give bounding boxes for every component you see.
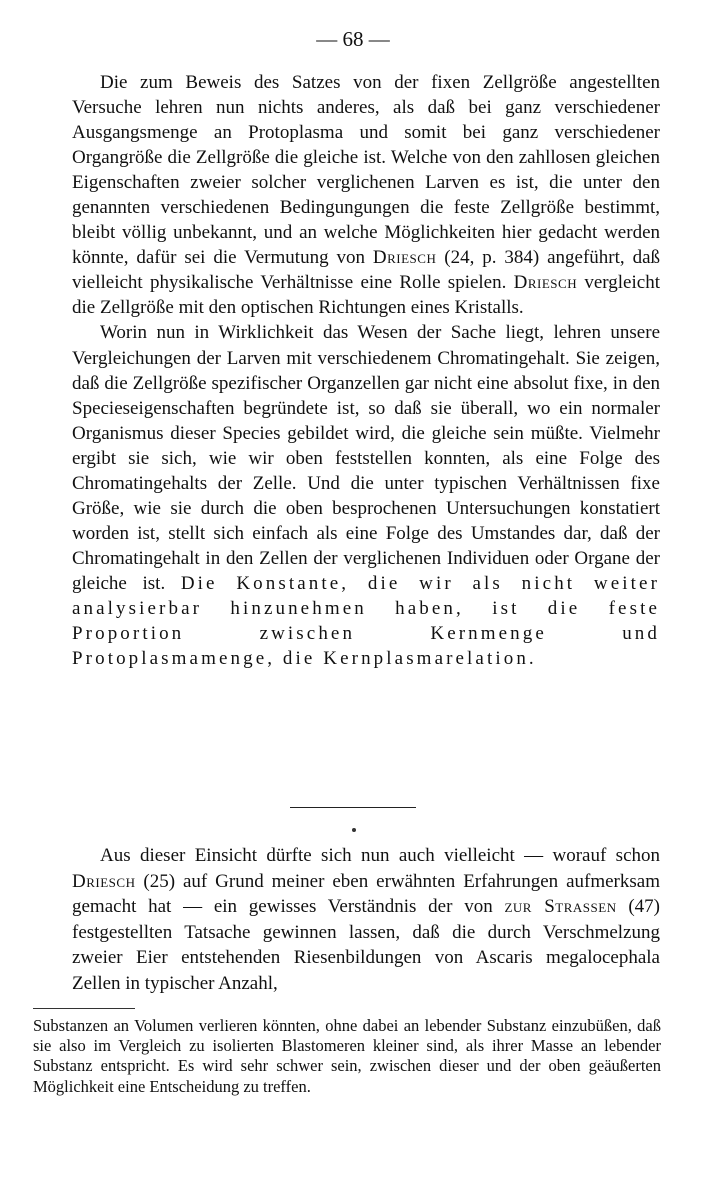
paragraph-1 bbox=[72, 70, 660, 320]
page-number: — 68 — bbox=[316, 27, 390, 51]
section-divider bbox=[290, 807, 416, 808]
author-name-driesch: Driesch bbox=[72, 870, 136, 892]
divider-dot bbox=[352, 828, 356, 832]
footnote-rule bbox=[33, 1008, 135, 1009]
paragraph-3-text-a: Aus dieser Einsicht dürfte sich nun auch vielleicht — worauf schon bbox=[100, 845, 660, 866]
paragraph-3 bbox=[72, 843, 660, 997]
author-name-driesch: Driesch bbox=[372, 247, 437, 269]
section-2-text bbox=[72, 843, 660, 997]
main-text bbox=[72, 70, 660, 671]
paragraph-3-text-c: (47) festgestellten Tatsache gewinnen lassen, daß die durch Verschmelzung zweier Eier entstehenden Riesenbildungen von Ascaris megalocephala Zellen in typischer Anzahl, bbox=[72, 896, 661, 994]
paragraph-2-text: Worin nun in Wirklichkeit das Wesen der Sache liegt, lehren unsere Vergleichungen der Larven mit verschiedenem Chromatingehalt. Sie zeigen, daß die Zellgröße spezifischer Organzellen gar nicht eine absolut fixe, in den Specieseigenschaften begründete ist, so daß sie überall, wo ein normaler Organismus dieser Species gebildet wird, die gleiche sein müßte. Vielmehr ergibt sie sich, wie wir oben feststellen konnten, als eine Folge des Chromatingehalts der Zelle. Und die unter typischen Verhältnissen fixe Größe, wie sie durch die oben besprochenen Untersuchungen konstatiert worden ist, stellt sich einfach als eine Folge des Umstandes dar, daß der Chromatingehalt in den Zellen der verglichenen Individuen oder Organe der gleiche ist. bbox=[72, 322, 660, 594]
paragraph-3-text-b: (25) auf Grund meiner eben erwähnten Erfahrungen aufmerksam gemacht hat — ein gewisses Verständnis der von bbox=[72, 870, 660, 918]
paragraph-1-text-b: (24, p. 384) angeführt, daß vielleicht physikalische Verhältnisse eine Rolle spielen. bbox=[72, 247, 660, 294]
paragraph-2 bbox=[72, 320, 660, 671]
paragraph-1-text-c: vergleicht die Zellgröße mit den optischen Richtungen eines Kristalls. bbox=[72, 272, 660, 319]
author-name-zur-strassen: zur Strassen bbox=[504, 896, 617, 918]
footnote-text: Substanzen an Volumen verlieren könnten, ohne dabei an lebender Substanz einzubüßen, daß sie also im Vergleich zu isolierten Blastomeren kleiner sind, als ihrer Masse an lebender Substanz entspricht. Es wird sehr schwer sein, zwischen dieser und der oben geäußerten Möglichkeit eine Entscheidung zu treffen. bbox=[33, 1016, 661, 1096]
paragraph-1-text-a: Die zum Beweis des Satzes von der fixen Zellgröße angestellten Versuche lehren nun nichts anderes, als daß bei ganz verschiedener Ausgangsmenge an Protoplasma und somit bei ganz verschiedener Organgröße die Zellgröße die gleiche ist. Welche von den zahllosen gleichen Eigenschaften zweier solcher verglichenen Larven es ist, die unter den genannten verschiedenen Bedingungungen die feste Zellgröße bestimmt, bleibt völlig unbekannt, und an welche Möglichkeiten hier gedacht werden könnte, dafür sei die Vermutung von bbox=[72, 72, 660, 269]
emphasized-conclusion: Die Konstante, die wir als nicht weiter analysierbar hinzunehmen haben, ist die feste Proportion zwischen Kernmenge und Protoplasmamenge, die Kernplasmarelation. bbox=[72, 572, 660, 670]
footnote bbox=[33, 1016, 661, 1097]
author-name-driesch: Driesch bbox=[513, 272, 578, 294]
